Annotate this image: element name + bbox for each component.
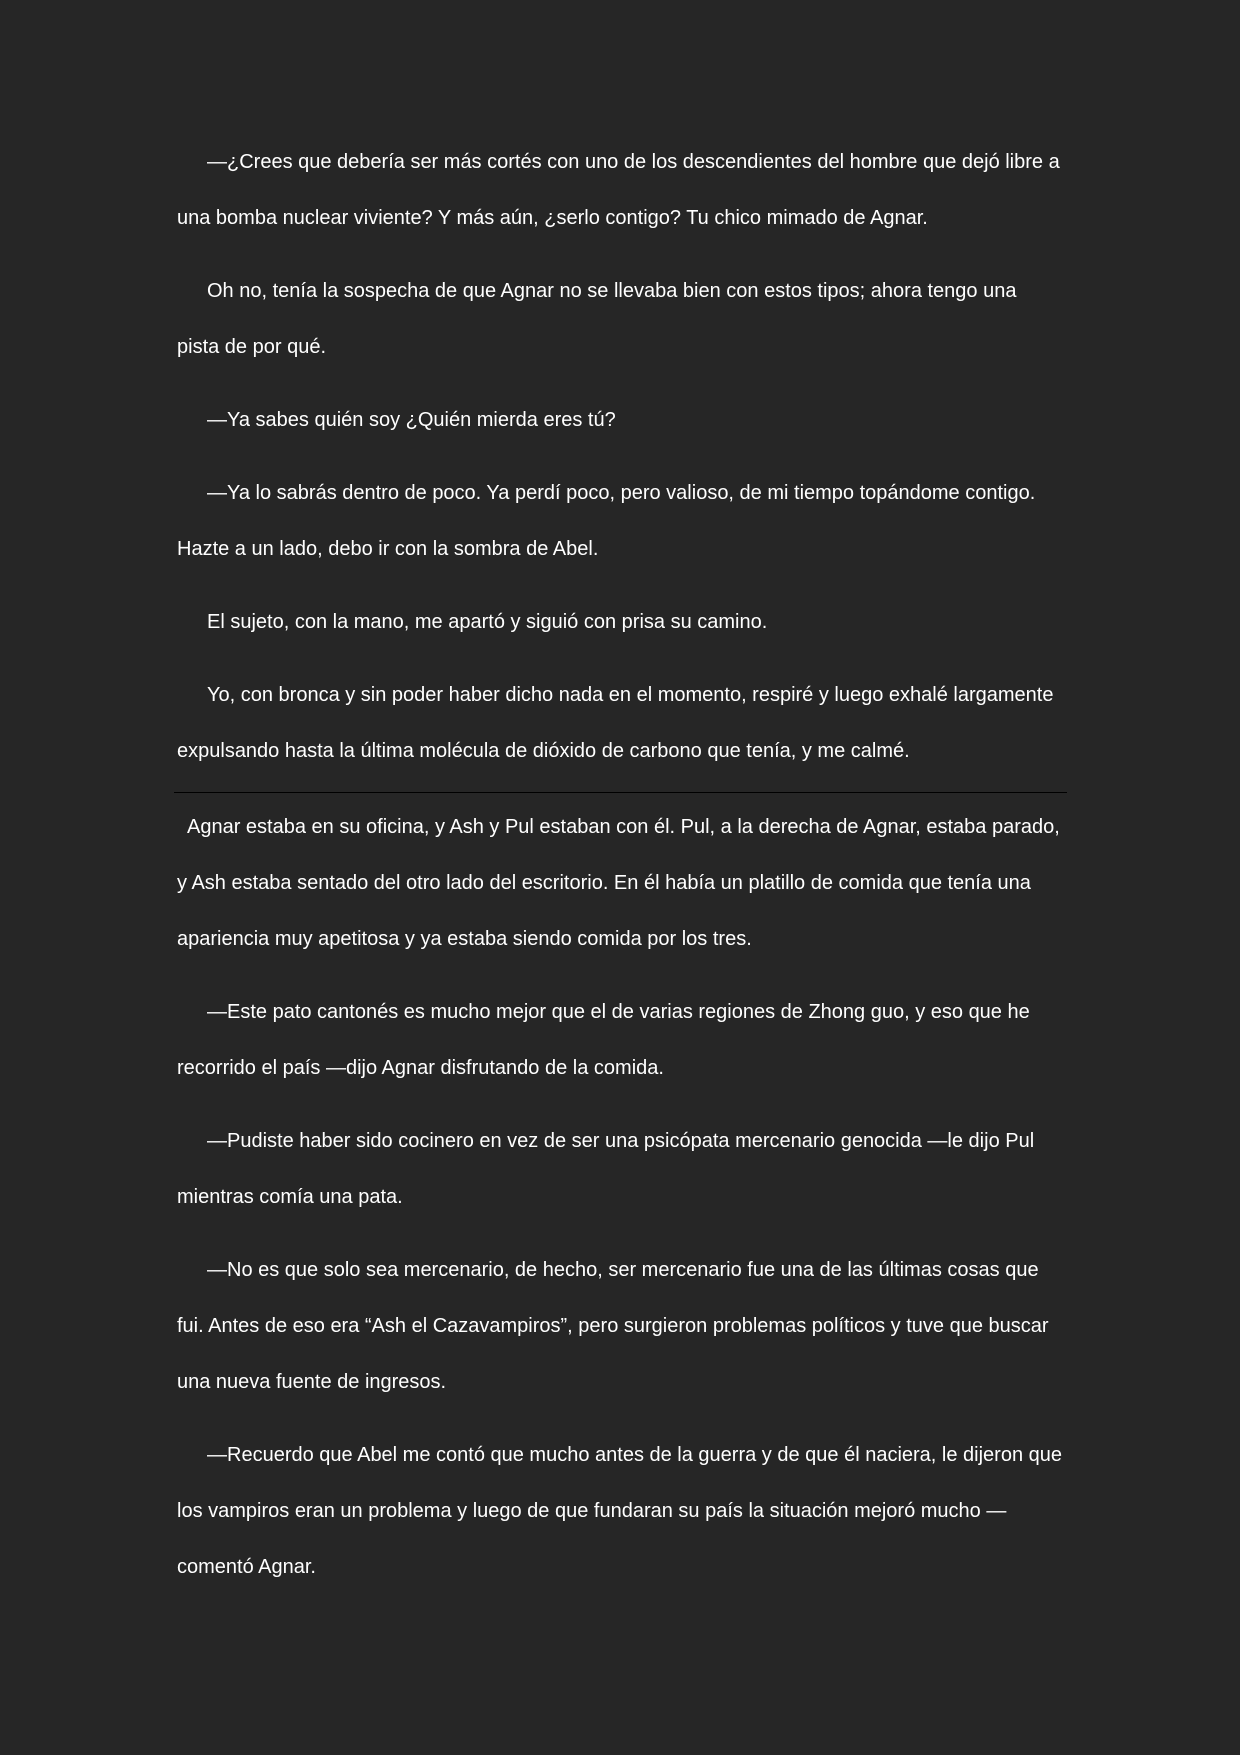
- paragraph: —No es que solo sea mercenario, de hecho, ser mercenario fue una de las últimas cosas que fui. Antes de eso era “Ash el Cazavampiros”, pero surgieron problemas políticos y tuve que buscar una nueva fuente de ingresos.: [177, 1259, 1049, 1393]
- section-divider: [174, 792, 1067, 793]
- paragraph: —Pudiste haber sido cocinero en vez de ser una psicópata mercenario genocida —le dijo Pul mientras comía una pata.: [177, 1130, 1035, 1208]
- paragraph: Agnar estaba en su oficina, y Ash y Pul estaban con él. Pul, a la derecha de Agnar, estaba parado, y Ash estaba sentado del otro lado del escritorio. En él había un platillo de comida que tenía una apariencia muy apetitosa y ya estaba siendo comida por los tres.: [177, 816, 1060, 950]
- paragraph: Yo, con bronca y sin poder haber dicho nada en el momento, respiré y luego exhalé largamente expulsando hasta la última molécula de dióxido de carbono que tenía, y me calmé.: [177, 684, 1054, 762]
- section-after-break: [177, 799, 1062, 1612]
- paragraph: —Este pato cantonés es mucho mejor que el de varias regiones de Zhong guo, y eso que he recorrido el país —dijo Agnar disfrutando de la comida.: [177, 1001, 1030, 1079]
- paragraph: —Recuerdo que Abel me contó que mucho antes de la guerra y de que él naciera, le dijeron que los vampiros eran un problema y luego de que fundaran su país la situación mejoró mucho —comentó Agnar.: [177, 1444, 1062, 1578]
- paragraph: —Ya sabes quién soy ¿Quién mierda eres tú?: [207, 409, 616, 431]
- paragraph: El sujeto, con la mano, me apartó y siguió con prisa su camino.: [207, 611, 768, 633]
- paragraph: Oh no, tenía la sospecha de que Agnar no se llevaba bien con estos tipos; ahora tengo una pista de por qué.: [177, 280, 1017, 358]
- paragraph: —Ya lo sabrás dentro de poco. Ya perdí poco, pero valioso, de mi tiempo topándome contigo. Hazte a un lado, debo ir con la sombra de Abel.: [177, 482, 1036, 560]
- paragraph: —¿Crees que debería ser más cortés con uno de los descendientes del hombre que dejó libre a una bomba nuclear viviente? Y más aún, ¿serlo contigo? Tu chico mimado de Agnar.: [177, 151, 1060, 229]
- section-before-break: [177, 134, 1062, 796]
